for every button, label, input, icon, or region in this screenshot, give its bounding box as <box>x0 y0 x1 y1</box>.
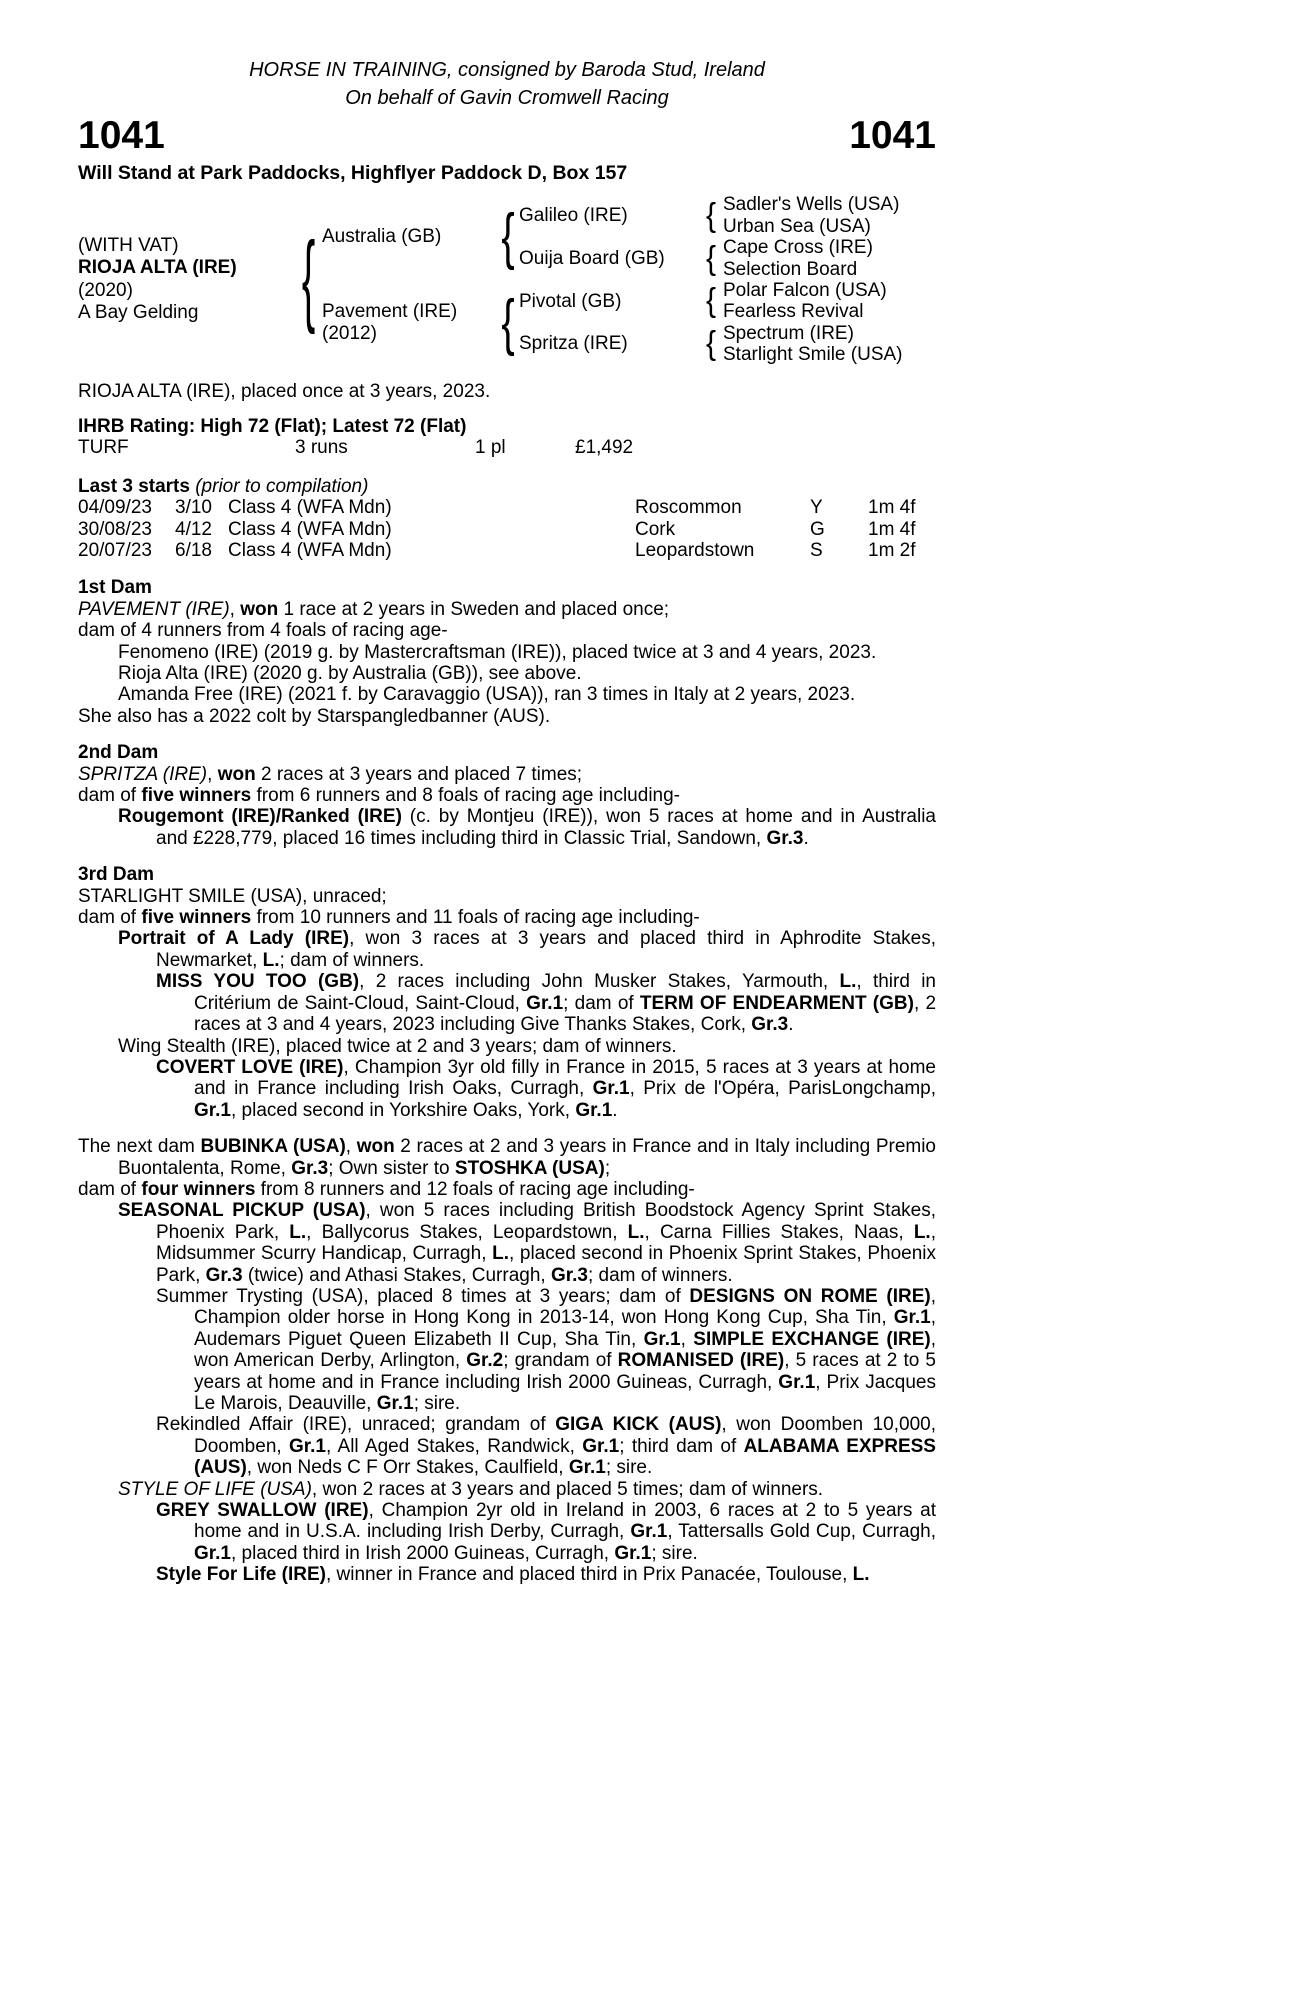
paragraph: Summer Trysting (USA), placed 8 times at 3 years; dam of DESIGNS ON ROME (IRE), Champion older horse in Hong Kong in 2013-14, won Hong Kong Cup, Sha Tin, Gr.1, Audemars Piguet Queen Elizabeth II Cup, Sha Tin, Gr.1, SIMPLE EXCHANGE (IRE), won American Derby, Arlington, Gr.2; grandam of ROMANISED (IRE), 5 races at 2 to 5 years at home and in France including Irish 2000 Guineas, Curragh, Gr.1, Prix Jacques Le Marois, Deauville, Gr.1; sire. <box>156 1285 936 1414</box>
race-class: Class 4 (WFA Mdn) <box>228 539 392 561</box>
great-grandparent-name: Urban Sea (USA) <box>723 215 871 237</box>
foal-year: (2020) <box>78 279 133 301</box>
page-content <box>78 0 936 1586</box>
race-class: Class 4 (WFA Mdn) <box>228 497 392 519</box>
paragraph: Rougemont (IRE)/Ranked (IRE) (c. by Montjeu (IRE)), won 5 races at home and in Australia and £228,779, placed 16 times including third in Classic Trial, Sandown, Gr.3. <box>118 806 936 849</box>
great-grandparent-name: Sadler's Wells (USA) <box>723 194 900 216</box>
race-date: 20/07/23 <box>78 539 152 561</box>
paragraph: Amanda Free (IRE) (2021 f. by Caravaggio (USA)), ran 3 times in Italy at 2 years, 2023. <box>118 684 856 706</box>
race-going: G <box>810 518 825 540</box>
race-distance: 1m 4f <box>868 497 916 519</box>
pedigree-table <box>78 194 936 365</box>
pedigree-brace-gp1: { <box>705 197 717 234</box>
paragraph: The next dam BUBINKA (USA), won 2 races at 2 and 3 years in France and in Italy including Premio Buontalenta, Rome, Gr.3; Own sister to STOSHKA (USA); <box>78 1136 936 1179</box>
race-position: 4/12 <box>175 518 212 540</box>
paragraph: dam of 4 runners from 4 foals of racing age- <box>78 620 448 642</box>
race-summary-line: RIOJA ALTA (IRE), placed once at 3 years, 2023. <box>78 380 491 402</box>
last-starts-heading <box>78 476 936 497</box>
pedigree-brace-gp3: { <box>705 282 717 319</box>
paragraph: SEASONAL PICKUP (USA), won 5 races including British Boodstock Agency Sprint Stakes, Phoenix Park, L., Ballycorus Stakes, Leopardstown, L., Carna Fillies Stakes, Naas, L., Midsummer Scurry Handicap, Curragh, L., placed second in Phoenix Sprint Stakes, Phoenix Park, Gr.3 (twice) and Athasi Stakes, Curragh, Gr.3; dam of winners. <box>118 1200 937 1286</box>
race-track: Cork <box>635 518 676 540</box>
paragraph: Fenomeno (IRE) (2019 g. by Mastercraftsman (IRE)), placed twice at 3 and 4 years, 2023. <box>118 641 877 663</box>
last-starts-note: (prior to compilation) <box>189 475 369 497</box>
race-going: Y <box>810 497 823 519</box>
race-row <box>78 497 936 518</box>
pedigree-brace-gp4: { <box>705 325 717 362</box>
race-table <box>78 497 936 561</box>
lot-number-left: 1041 <box>78 114 165 157</box>
grandparent-name: Pivotal (GB) <box>519 290 622 312</box>
paragraph: 2nd Dam <box>78 742 159 764</box>
paragraph: STYLE OF LIFE (USA), won 2 races at 3 years and placed 5 times; dam of winners. <box>118 1478 824 1500</box>
paragraph: Portrait of A Lady (IRE), won 3 races at 3 years and placed third in Aphrodite Stakes, Newmarket, L.; dam of winners. <box>118 928 936 971</box>
grandparent-name: Spritza (IRE) <box>519 333 628 355</box>
paragraph: STARLIGHT SMILE (USA), unraced; <box>78 885 387 907</box>
dam-year: (2012) <box>322 322 377 344</box>
paragraph: Style For Life (IRE), winner in France and placed third in Prix Panacée, Toulouse, L. <box>156 1564 870 1586</box>
race-position: 3/10 <box>175 497 212 519</box>
race-row <box>78 519 936 540</box>
paragraph: MISS YOU TOO (GB), 2 races including John Musker Stakes, Yarmouth, L., third in Critérium de Saint-Cloud, Saint-Cloud, Gr.1; dam of TERM OF ENDEARMENT (GB), 2 races at 3 and 4 years, 2023 including Give Thanks Stakes, Cork, Gr.3. <box>156 971 937 1036</box>
paragraph: dam of four winners from 8 runners and 12 foals of racing age including- <box>78 1178 695 1200</box>
race-going: S <box>810 539 823 561</box>
great-grandparent-name: Selection Board <box>723 258 858 280</box>
great-grandparent-name: Fearless Revival <box>723 301 864 323</box>
pedigree-brace-gp2: { <box>705 239 717 277</box>
pedigree-brace-sire: { <box>501 203 515 272</box>
great-grandparent-name: Cape Cross (IRE) <box>723 237 873 259</box>
paragraph: She also has a 2022 colt by Starspangledbanner (AUS). <box>78 705 551 727</box>
paragraph: dam of five winners from 10 runners and 11 foals of racing age including- <box>78 907 700 929</box>
race-distance: 1m 4f <box>868 518 916 540</box>
pedigree-brace-dam: { <box>501 288 515 357</box>
race-summary-row <box>78 437 936 458</box>
grandparent-name: Ouija Board (GB) <box>519 247 665 269</box>
places-count: 1 pl <box>475 437 506 459</box>
great-grandparent-name: Starlight Smile (USA) <box>723 344 903 366</box>
paragraph: Rioja Alta (IRE) (2020 g. by Australia (GB)), see above. <box>118 663 582 684</box>
race-track: Leopardstown <box>635 539 755 561</box>
dam-name: Pavement (IRE) <box>322 301 458 323</box>
rating-line: IHRB Rating: High 72 (Flat); Latest 72 (Flat) <box>78 415 467 437</box>
paragraph: dam of five winners from 6 runners and 8 foals of racing age including- <box>78 785 681 807</box>
paragraph: PAVEMENT (IRE), won 1 race at 2 years in Sweden and placed once; <box>78 598 670 620</box>
race-track: Roscommon <box>635 497 742 519</box>
consignor-line-2: On behalf of Gavin Cromwell Racing <box>345 87 669 109</box>
race-position: 6/18 <box>175 539 212 561</box>
catalogue-paragraphs <box>78 577 936 1585</box>
vat-note: (WITH VAT) <box>78 234 179 256</box>
race-class: Class 4 (WFA Mdn) <box>228 518 392 540</box>
great-grandparent-name: Polar Falcon (USA) <box>723 279 887 301</box>
runs-count: 3 runs <box>295 437 348 459</box>
race-distance: 1m 2f <box>868 539 916 561</box>
horse-description: A Bay Gelding <box>78 302 199 324</box>
lot-number-row <box>78 116 936 156</box>
paragraph: 3rd Dam <box>78 864 155 886</box>
paragraph: COVERT LOVE (IRE), Champion 3yr old filly in France in 2015, 5 races at 3 years at home and in France including Irish Oaks, Curragh, Gr.1, Prix de l'Opéra, ParisLongchamp, Gr.1, placed second in Yorkshire Oaks, York, Gr.1. <box>156 1056 937 1121</box>
paragraph: SPRITZA (IRE), won 2 races at 3 years and placed 7 times; <box>78 763 583 785</box>
race-row <box>78 540 936 561</box>
paragraph: 1st Dam <box>78 577 152 599</box>
surface-label: TURF <box>78 437 129 459</box>
stand-location: Will Stand at Park Paddocks, Highflyer Paddock D, Box 157 <box>78 162 628 184</box>
dam-name-block <box>322 280 497 366</box>
race-date: 04/09/23 <box>78 497 152 519</box>
horse-name: RIOJA ALTA (IRE) <box>78 257 237 279</box>
pedigree-brace-main: { <box>301 223 316 337</box>
lot-number-right: 1041 <box>849 114 936 157</box>
sire-name: Australia (GB) <box>322 226 442 248</box>
horse-info <box>78 194 295 365</box>
grandparent-name: Galileo (IRE) <box>519 205 628 227</box>
paragraph: Rekindled Affair (IRE), unraced; grandam of GIGA KICK (AUS), won Doomben 10,000, Doomben, Gr.1, All Aged Stakes, Randwick, Gr.1; third dam of ALABAMA EXPRESS (AUS), won Neds C F Orr Stakes, Caulfield, Gr.1; sire. <box>156 1414 936 1479</box>
race-date: 30/08/23 <box>78 518 152 540</box>
paragraph: GREY SWALLOW (IRE), Champion 2yr old in Ireland in 2003, 6 races at 2 to 5 years at home and in U.S.A. including Irish Derby, Curragh, Gr.1, Tattersalls Gold Cup, Curragh, Gr.1, placed third in Irish 2000 Guineas, Curragh, Gr.1; sire. <box>156 1500 936 1564</box>
last-starts-label: Last 3 starts <box>78 475 190 497</box>
great-grandparent-name: Spectrum (IRE) <box>723 322 854 344</box>
paragraph: Wing Stealth (IRE), placed twice at 2 and 3 years; dam of winners. <box>118 1035 677 1057</box>
consignor-line-1: HORSE IN TRAINING, consigned by Baroda Stud, Ireland <box>249 59 765 81</box>
earnings-value: £1,492 <box>575 437 634 459</box>
